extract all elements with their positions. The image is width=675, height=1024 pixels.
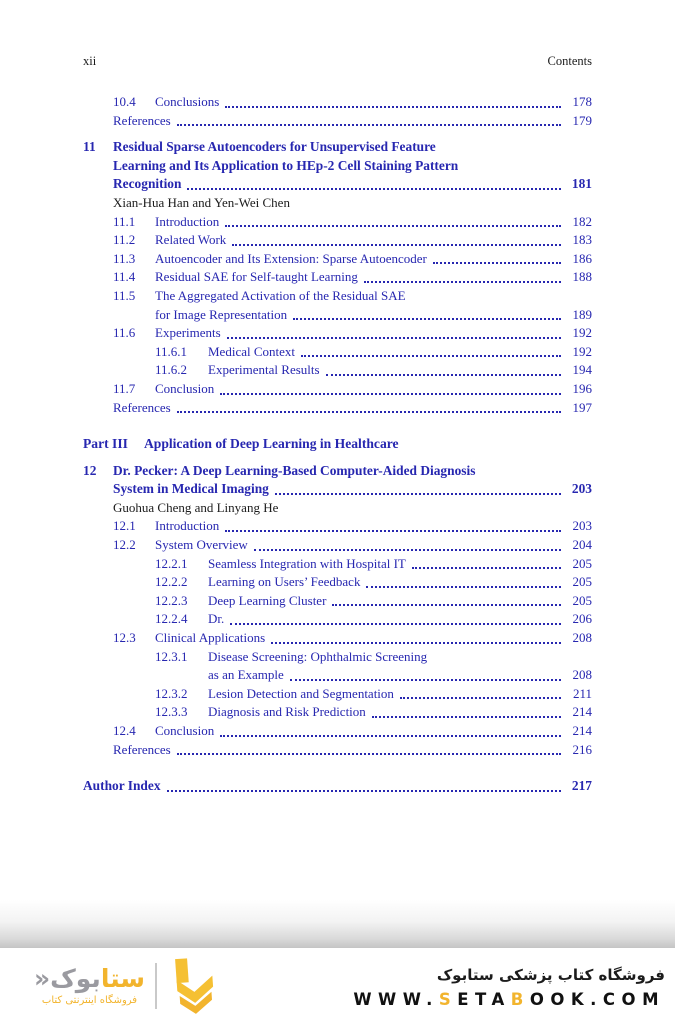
entry-number: 12.2.2 — [155, 574, 188, 590]
store-title: فروشگاه کتاب پزشکی ستابوک — [436, 965, 665, 984]
wordmark-tagline: فروشگاه اینترنتی کتاب — [41, 995, 138, 1006]
toc-entry-row — [113, 213, 592, 232]
entry-title-text: References — [113, 112, 171, 128]
entry-titles — [208, 361, 592, 380]
entry-title-line — [208, 666, 592, 685]
entry-titles — [208, 685, 592, 704]
entry-page-number: 205 — [572, 555, 592, 571]
entry-title-line — [155, 213, 592, 232]
dot-leader — [220, 380, 561, 395]
entry-title-text: References — [113, 741, 171, 757]
entry-title-text: Experiments — [155, 325, 221, 341]
toc-entry-row — [155, 555, 592, 574]
watermark-footer — [0, 948, 675, 1024]
setabook-logo — [34, 955, 219, 1017]
entry-title-text: Experimental Results — [208, 362, 320, 378]
entry-title-line — [155, 629, 592, 648]
entry-title-line — [155, 517, 592, 536]
entry-title-text: Dr. Pecker: A Deep Learning-Based Computer-Aided Diagnosis — [113, 462, 476, 478]
toc-entry-row — [113, 741, 592, 760]
toc-entry-row — [113, 287, 592, 324]
entry-title-line — [208, 685, 592, 704]
entry-title-text: Related Work — [155, 232, 227, 248]
toc-entry-row — [155, 592, 592, 611]
setabook-chevron-icon — [167, 955, 219, 1017]
entry-titles — [208, 592, 592, 611]
entry-titles — [155, 629, 592, 648]
entry-number: 11 — [83, 139, 96, 155]
entry-title-text: Lesion Detection and Segmentation — [208, 685, 394, 701]
toc-entry-row — [113, 380, 592, 399]
entry-page-number: 203 — [571, 481, 592, 497]
toc-entry-row — [113, 93, 592, 112]
entry-title-line — [155, 324, 592, 343]
entry-title-line — [113, 175, 592, 194]
entry-title-text: Conclusions — [155, 94, 220, 109]
chapter-row — [83, 138, 592, 194]
dot-leader — [364, 268, 561, 283]
dot-leader — [271, 629, 561, 644]
entry-title-line — [208, 648, 592, 667]
toc-entry-row — [113, 517, 592, 536]
toc-entry-row — [113, 324, 592, 343]
entry-page-number: 179 — [572, 112, 592, 128]
entry-number: 12.2 — [113, 537, 136, 553]
entry-titles — [155, 380, 592, 399]
entry-title-line — [208, 592, 592, 611]
dot-leader — [372, 703, 561, 718]
dot-leader — [167, 777, 561, 792]
entry-titles — [208, 555, 592, 574]
entry-page-number: 197 — [572, 399, 592, 415]
entry-title-text: Author Index — [83, 778, 161, 794]
toc-entry-row — [113, 268, 592, 287]
entry-number: 12.2.3 — [155, 592, 188, 608]
entry-title-line — [113, 399, 592, 418]
entry-title-line — [155, 231, 592, 250]
entry-title-line — [155, 306, 592, 325]
entry-titles — [155, 231, 592, 250]
entry-number: 12.4 — [113, 723, 136, 738]
authors-line: Guohua Cheng and Linyang He — [113, 499, 279, 515]
toc-entry-row — [155, 343, 592, 362]
entry-titles — [83, 777, 592, 796]
entry-title-line — [208, 555, 592, 574]
entry-title-line — [113, 157, 592, 176]
part-heading — [83, 435, 592, 454]
toc-entry-row — [155, 648, 592, 685]
entry-page-number: 208 — [572, 667, 592, 683]
entry-number: 12.2.1 — [155, 555, 188, 571]
entry-title-line — [155, 380, 592, 399]
entry-title-text: System in Medical Imaging — [113, 481, 269, 497]
entry-titles — [155, 536, 592, 555]
entry-number: 11.4 — [113, 269, 136, 285]
dot-leader — [400, 685, 561, 700]
chapter-row — [83, 462, 592, 499]
entry-number: 11.6.1 — [155, 343, 188, 359]
dot-leader — [254, 536, 561, 551]
entry-number: 11.6 — [113, 325, 136, 341]
entry-number: 11.7 — [113, 380, 136, 396]
entry-page-number: 192 — [572, 325, 592, 341]
entry-titles — [113, 399, 592, 418]
entry-titles — [155, 213, 592, 232]
entry-titles — [113, 741, 592, 760]
running-head-title: Contents — [547, 54, 592, 68]
entry-titles — [113, 138, 592, 194]
entry-titles — [155, 722, 592, 741]
toc-entry-row — [113, 250, 592, 269]
toc-entry-row — [113, 112, 592, 131]
logo-divider — [155, 963, 157, 1009]
toc-entry-row — [113, 536, 592, 555]
entry-number: 11.5 — [113, 287, 136, 303]
entry-title-text: Introduction — [155, 213, 220, 229]
toc-entry-row — [83, 777, 592, 796]
site-url-segment: B — [510, 989, 530, 1009]
entry-page-number: 203 — [572, 518, 592, 534]
running-head — [83, 54, 592, 69]
dot-leader — [232, 231, 561, 246]
site-url-segment: ETA — [457, 989, 511, 1009]
site-url — [353, 990, 665, 1009]
toc-entry-row — [113, 231, 592, 250]
dot-leader — [433, 250, 561, 265]
dot-leader — [225, 213, 561, 228]
dot-leader — [412, 555, 561, 570]
entry-titles — [155, 93, 592, 112]
entry-titles — [155, 324, 592, 343]
toc-entry-row — [113, 629, 592, 648]
entry-page-number: 205 — [572, 592, 592, 608]
entry-title-text: Dr. — [208, 611, 225, 627]
entry-page-number: 204 — [572, 537, 592, 553]
entry-title-text: Introduction — [155, 518, 220, 534]
entry-title-text: Diagnosis and Risk Prediction — [208, 704, 366, 720]
toc-entry-row — [155, 573, 592, 592]
entry-number: 12.3.2 — [155, 685, 188, 701]
dot-leader — [275, 480, 561, 495]
entry-titles — [208, 648, 592, 685]
entry-title-text: as an Example — [208, 667, 284, 683]
entry-title-text: Learning and Its Application to HEp-2 Cell Staining Pattern — [113, 157, 459, 173]
entry-page-number: 217 — [571, 778, 592, 794]
entry-title-text: Autoencoder and Its Extension: Sparse Autoencoder — [155, 250, 427, 266]
entry-number: 12.2.4 — [155, 611, 188, 627]
entry-number: 11.3 — [113, 250, 136, 266]
entry-title-line — [113, 138, 592, 157]
entry-title-text: Residual Sparse Autoencoders for Unsupervised Feature — [113, 139, 436, 155]
dot-leader — [230, 610, 561, 625]
entry-title-text: Disease Screening: Ophthalmic Screening — [208, 648, 428, 664]
entry-number: 11.2 — [113, 232, 136, 248]
entry-page-number: 186 — [572, 250, 592, 266]
entry-page-number: 216 — [572, 741, 592, 757]
entry-title-text: Medical Context — [208, 343, 296, 359]
toc-entry-row — [113, 399, 592, 418]
entry-title-text: Seamless Integration with Hospital IT — [208, 555, 406, 571]
dot-leader — [187, 175, 561, 190]
toc-entry-row — [155, 610, 592, 629]
entry-page-number: 192 — [572, 343, 592, 359]
entry-title-text: References — [113, 399, 171, 415]
site-url-segment: S — [438, 989, 458, 1009]
entry-title-text: Conclusion — [155, 380, 215, 396]
dot-leader — [332, 592, 561, 607]
entry-title-line — [113, 741, 592, 760]
entry-titles — [113, 462, 592, 499]
entry-title-line — [208, 703, 592, 722]
entry-titles — [208, 610, 592, 629]
entry-title-line — [208, 610, 592, 629]
entry-title-text: The Aggregated Activation of the Residual SAE — [155, 287, 406, 303]
entry-number: 12.1 — [113, 518, 136, 534]
toc-entry-row — [113, 722, 592, 741]
entry-number: 11.6.2 — [155, 362, 188, 378]
entry-title-text: Residual SAE for Self-taught Learning — [155, 269, 358, 285]
entry-title-text: Deep Learning Cluster — [208, 592, 327, 608]
entry-page-number: 211 — [572, 685, 592, 701]
entry-title-text: Learning on Users’ Feedback — [208, 574, 361, 590]
entry-page-number: 196 — [572, 380, 592, 396]
entry-title-line — [83, 777, 592, 796]
entry-titles — [208, 573, 592, 592]
entry-page-number: 181 — [571, 176, 592, 192]
wordmark-text — [34, 966, 145, 992]
entry-number: 12.3.1 — [155, 648, 188, 664]
entry-title-line — [113, 480, 592, 499]
entry-page-number: 182 — [572, 213, 592, 229]
toc-entry-row — [155, 685, 592, 704]
dot-leader — [177, 399, 561, 414]
site-url-segment: OOK.COM — [529, 989, 665, 1009]
wordmark-guillemet: « — [34, 964, 51, 993]
dot-leader — [225, 517, 561, 532]
wordmark-gray-part: بوک — [50, 964, 101, 993]
page-number: xii — [83, 54, 97, 68]
entry-title-text: for Image Representation — [155, 306, 288, 322]
entry-title-line — [155, 93, 592, 112]
entry-page-number: 214 — [572, 723, 592, 738]
entry-titles — [208, 703, 592, 722]
entry-number: 12.3 — [113, 630, 136, 646]
entry-title-line — [113, 112, 592, 131]
dot-leader — [225, 93, 561, 108]
part-label: Part III — [83, 436, 128, 452]
entry-number: 11.1 — [113, 213, 136, 229]
entry-title-text: Clinical Applications — [155, 630, 266, 646]
authors-line: Xian-Hua Han and Yen-Wei Chen — [113, 194, 290, 210]
page-bottom-shadow — [0, 900, 675, 948]
entry-page-number: 205 — [572, 574, 592, 590]
dot-leader — [177, 112, 561, 127]
entry-titles — [155, 268, 592, 287]
entry-page-number: 189 — [572, 306, 592, 322]
entry-title-line — [208, 343, 592, 362]
dot-leader — [293, 306, 561, 321]
site-identity — [353, 964, 665, 1009]
entry-titles — [155, 250, 592, 269]
site-url-segment: WWW. — [353, 989, 439, 1009]
entry-title-text: Recognition — [113, 176, 182, 192]
dot-leader — [220, 722, 561, 737]
entry-title-line — [208, 361, 592, 380]
entry-title-line — [155, 536, 592, 555]
entry-title-line — [155, 722, 592, 741]
entry-titles — [113, 112, 592, 131]
toc-list — [83, 93, 592, 796]
dot-leader — [326, 361, 561, 376]
entry-page-number: 188 — [572, 269, 592, 285]
entry-title-line — [208, 573, 592, 592]
entry-titles — [155, 517, 592, 536]
entry-title-line — [155, 268, 592, 287]
dot-leader — [366, 573, 561, 588]
toc-entry-row — [155, 361, 592, 380]
entry-title-text: System Overview — [155, 537, 248, 553]
dot-leader — [301, 343, 561, 358]
entry-title-line — [155, 250, 592, 269]
entry-number: 12.3.3 — [155, 704, 188, 720]
toc-entry-row — [155, 703, 592, 722]
entry-page-number: 208 — [572, 630, 592, 646]
entry-page-number: 206 — [572, 611, 592, 627]
entry-titles — [208, 343, 592, 362]
entry-page-number: 194 — [572, 362, 592, 378]
entry-number: 10.4 — [113, 94, 136, 109]
entry-page-number: 178 — [572, 94, 592, 109]
wordmark-gold-part: ستا — [100, 964, 146, 993]
setabook-wordmark — [34, 966, 145, 1006]
dot-leader — [290, 666, 561, 681]
entry-title-text: Conclusion — [155, 723, 215, 738]
entry-titles — [155, 287, 592, 324]
entry-page-number: 214 — [572, 704, 592, 720]
entry-title-line — [155, 287, 592, 306]
entry-number: 12 — [83, 462, 97, 478]
dot-leader — [177, 741, 561, 756]
part-title: Application of Deep Learning in Healthcare — [143, 436, 399, 452]
entry-title-line — [113, 462, 592, 481]
entry-page-number: 183 — [572, 232, 592, 248]
dot-leader — [227, 324, 561, 339]
